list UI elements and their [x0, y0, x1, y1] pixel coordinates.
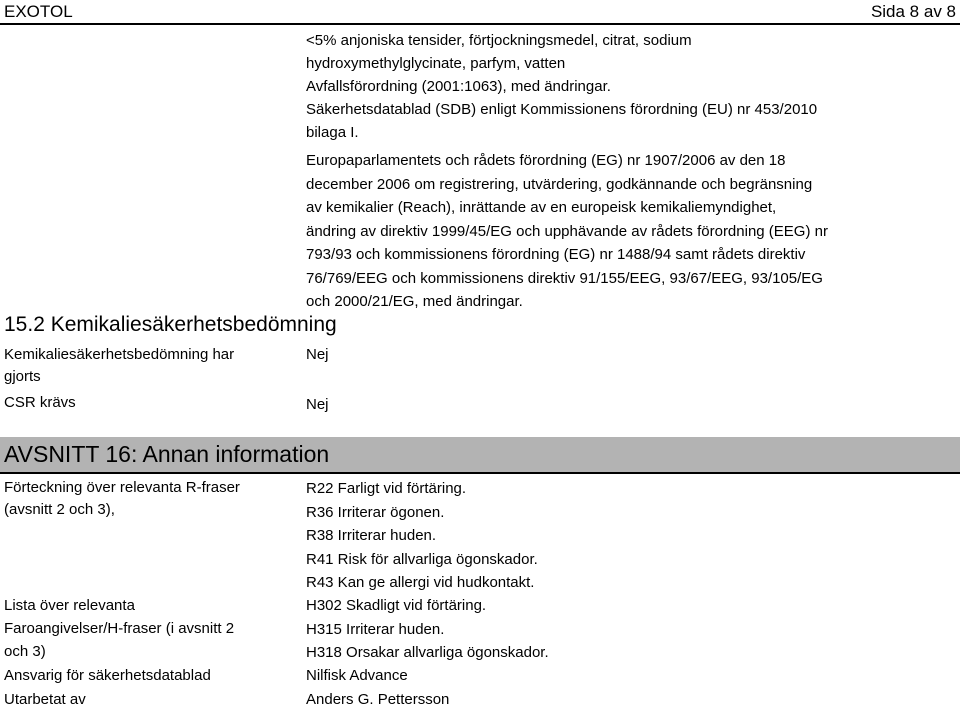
h-phrases-label-line-2: Faroangivelser/H-fraser (i avsnitt 2 — [4, 620, 235, 637]
regulation-line: hydroxymethylglycinate, parfym, vatten — [306, 55, 566, 72]
reach-line: 793/93 och kommissionens förordning (EG) nr 1488/94 samt rådets direktiv — [306, 246, 806, 263]
regulation-line: <5% anjoniska tensider, förtjockningsmedel, citrat, sodium — [306, 32, 692, 49]
prepared-by-label: Utarbetat av — [4, 691, 86, 708]
r-phrase-item: R36 Irriterar ögonen. — [306, 503, 445, 521]
h-phrases-label — [4, 594, 294, 663]
h-phrase-item: H318 Orsakar allvarliga ögonskador. — [306, 644, 549, 661]
assessment-value: Nej — [306, 346, 329, 363]
r-phrase-item: R22 Farligt vid förtäring. — [306, 480, 467, 497]
reach-regulation-paragraph — [306, 149, 946, 314]
csr-value: Nej — [306, 396, 329, 413]
section-16-header — [0, 437, 960, 472]
page-header — [0, 0, 960, 23]
reach-line: Europaparlamentets och rådets förordning (EG) nr 1907/2006 av den 18 — [306, 152, 786, 169]
regulations-block — [306, 29, 946, 144]
header-divider — [0, 23, 960, 25]
prepared-by-value: Anders G. Pettersson — [306, 691, 450, 708]
section-16-title: AVSNITT 16: Annan information — [4, 441, 330, 467]
reach-line: 76/769/EEG och kommissionens direktiv 91/155/EEG, 93/67/EEG, 93/105/EG — [306, 269, 823, 287]
reach-line: ändring av direktiv 1999/45/EG och upphävande av rådets förordning (EEG) nr — [306, 222, 828, 240]
assessment-label — [4, 344, 294, 388]
r-phrases-list — [306, 477, 538, 595]
page-number: Sida 8 av 8 — [870, 1, 956, 21]
section-15-2-title: 15.2 Kemikaliesäkerhetsbedömning — [4, 313, 337, 336]
product-name: EXOTOL — [4, 1, 73, 21]
section-16-divider — [0, 472, 960, 474]
h-phrases-list — [306, 594, 549, 665]
csr-label: CSR krävs — [4, 394, 76, 411]
r-phrase-item: R38 Irriterar huden. — [306, 527, 437, 544]
h-phrases-label-line-3: och 3) — [4, 643, 46, 660]
responsible-value: Nilfisk Advance — [306, 667, 408, 684]
regulation-line: Säkerhetsdatablad (SDB) enligt Kommissionens förordning (EU) nr 453/2010 — [306, 101, 818, 118]
responsible-label: Ansvarig för säkerhetsdatablad — [4, 667, 211, 684]
h-phrase-item: H315 Irriterar huden. — [306, 620, 445, 638]
assessment-label-line-1: Kemikaliesäkerhetsbedömning har — [4, 346, 235, 363]
h-phrases-label-line-1: Lista över relevanta — [4, 597, 135, 614]
reach-line: av kemikalier (Reach), inrättande av en europeisk kemikaliemyndighet, — [306, 199, 777, 216]
regulation-line: bilaga I. — [306, 124, 359, 141]
h-phrase-item: H302 Skadligt vid förtäring. — [306, 597, 487, 614]
regulation-line: Avfallsförordning (2001:1063), med ändringar. — [306, 78, 611, 95]
r-phrases-label — [4, 477, 294, 521]
assessment-label-line-2: gjorts — [4, 368, 41, 385]
r-phrase-item: R41 Risk för allvarliga ögonskador. — [306, 550, 538, 568]
r-phrases-label-line-2: (avsnitt 2 och 3), — [4, 501, 115, 518]
r-phrases-label-line-1: Förteckning över relevanta R-fraser — [4, 479, 240, 496]
r-phrase-item: R43 Kan ge allergi vid hudkontakt. — [306, 574, 535, 591]
reach-line: december 2006 om registrering, utvärdering, godkännande och begränsning — [306, 175, 813, 193]
reach-line: och 2000/21/EG, med ändringar. — [306, 293, 523, 310]
